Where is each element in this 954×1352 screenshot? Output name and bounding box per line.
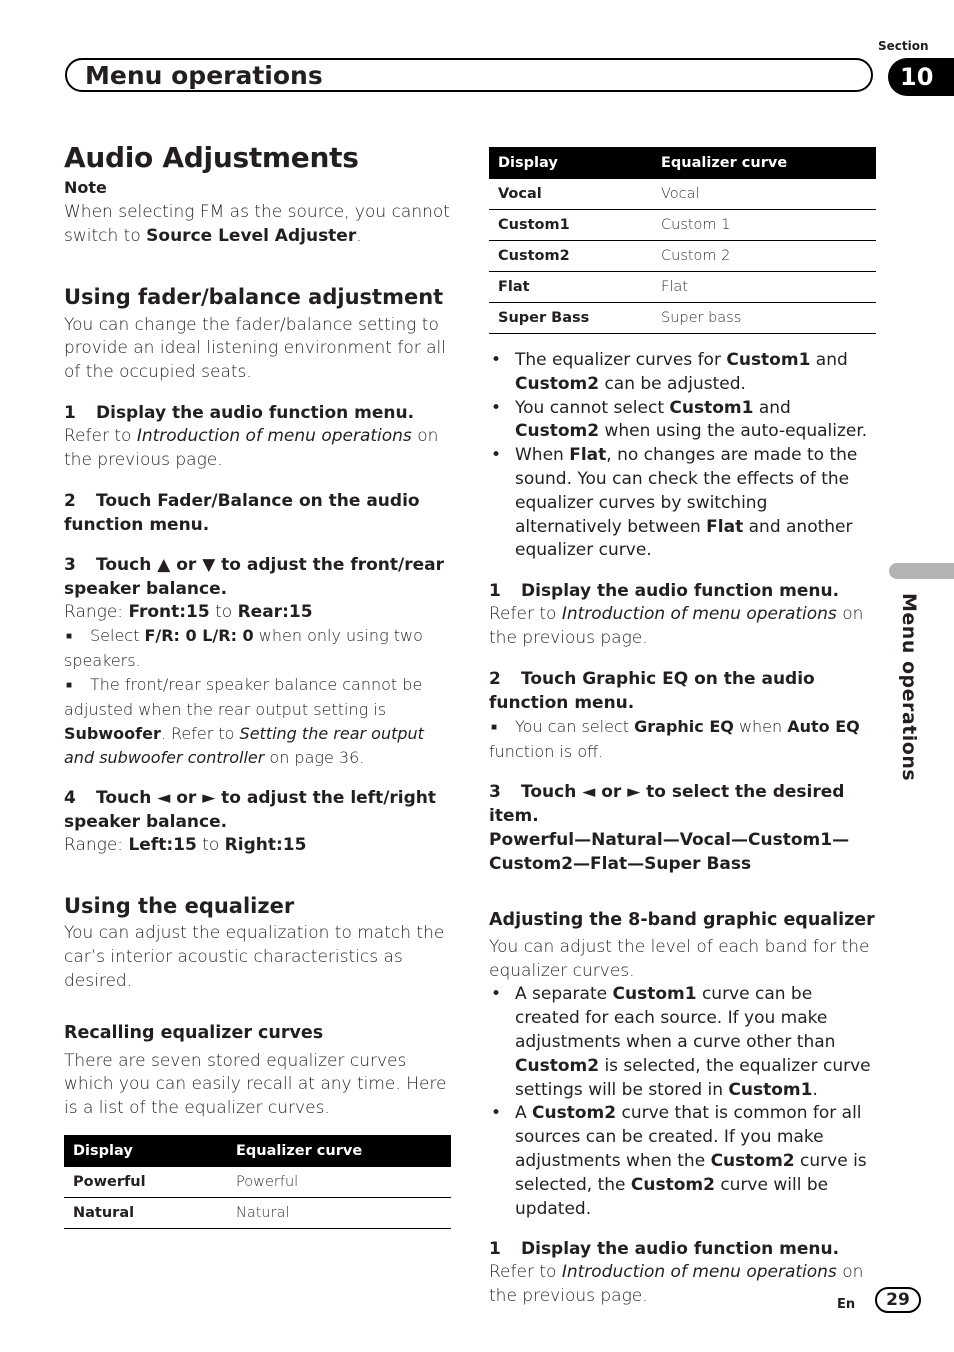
eq-step-2-note: ■ You can select Graphic EQ when Auto EQ function is off. <box>489 716 860 761</box>
table-row <box>64 1167 451 1198</box>
list-item: • The equalizer curves for Custom1 and Custom2 can be adjusted. <box>489 349 875 397</box>
table-row <box>489 179 876 210</box>
fader-step-1: 1 Display the audio function menu. <box>64 402 415 423</box>
eq-step-2: 2 Touch Graphic EQ on the audio function menu. <box>489 668 815 713</box>
section-label: Section <box>878 39 929 53</box>
table-cell-curve: Custom 1 <box>652 210 876 241</box>
recall-heading: Recalling equalizer curves <box>64 1022 324 1043</box>
page-heading: Audio Adjustments <box>64 141 359 174</box>
fader-range-1: Range: Front:15 to Rear:15 <box>64 601 313 622</box>
table-header-row <box>64 1135 451 1167</box>
table-cell-curve: Powerful <box>227 1167 451 1198</box>
list-item: • When Flat, no changes are made to the sound. You can check the effects of the equalizer curves by switching alternatively between Flat and another equalizer curve. <box>489 444 875 563</box>
table-row <box>489 241 876 272</box>
table-header-display: Display <box>64 1135 227 1167</box>
chapter-title-bar <box>65 58 873 92</box>
fader-bullet-1: ■ Select F/R: 0 L/R: 0 when only using two speakers. <box>64 626 423 671</box>
table-cell-display: Custom2 <box>489 241 652 272</box>
fader-step-4: 4 Touch ◄ or ► to adjust the left/right speaker balance. <box>64 788 437 833</box>
language-label: En <box>837 1297 856 1312</box>
note-text: When selecting FM as the source, you cannot switch to Source Level Adjuster. <box>64 202 450 246</box>
graphic-eq-heading: Adjusting the 8-band graphic equalizer <box>489 909 875 930</box>
table-cell-display: Natural <box>64 1197 227 1228</box>
table-cell-curve: Super bass <box>652 303 876 334</box>
note-label: Note <box>64 178 107 197</box>
table-cell-display: Flat <box>489 272 652 303</box>
table-header-curve: Equalizer curve <box>227 1135 451 1167</box>
fader-range-2: Range: Left:15 to Right:15 <box>64 835 307 856</box>
equalizer-intro: You can adjust the equalization to match the car’s interior acoustic characteristics as desired. <box>64 923 445 991</box>
table-cell-curve: Vocal <box>652 179 876 210</box>
fader-intro: You can change the fader/balance setting to provide an ideal listening environment for all of the occupied seats. <box>64 314 446 383</box>
side-tab-marker <box>889 563 954 579</box>
page-number: 29 <box>875 1287 921 1313</box>
square-bullet-icon: ■ <box>66 631 73 643</box>
fader-step-2: 2 Touch Fader/Balance on the audio function menu. <box>64 490 420 535</box>
table-row <box>489 272 876 303</box>
table-header-curve: Equalizer curve <box>652 147 876 179</box>
eq-step-1-ref: Refer to Introduction of menu operations on the previous page. <box>489 604 864 648</box>
table-cell-display: Powerful <box>64 1167 227 1198</box>
square-bullet-icon: ■ <box>491 721 498 733</box>
graphic-eq-notes <box>489 983 875 1221</box>
table-row <box>64 1197 451 1228</box>
eq-step-3-items: Powerful—Natural—Vocal—Custom1— Custom2—Flat—Super Bass <box>489 829 850 874</box>
graphic-eq-intro: You can adjust the level of each band for the equalizer curves. <box>489 936 870 981</box>
equalizer-heading: Using the equalizer <box>64 894 295 919</box>
table-row <box>489 210 876 241</box>
list-item: • A separate Custom1 curve can be created for each source. If you make adjustments when a curve other than Custom2 is selected, the equalizer curve settings will be stored in Custom1. <box>489 983 875 1102</box>
table-cell-curve: Natural <box>227 1197 451 1228</box>
table-cell-display: Super Bass <box>489 303 652 334</box>
equalizer-table-left <box>64 1135 451 1229</box>
table-header-row <box>489 147 876 179</box>
square-bullet-icon: ■ <box>66 680 73 692</box>
left-column <box>64 140 450 1229</box>
chapter-title: Menu operations <box>85 61 323 90</box>
graphic-eq-step-1-ref: Refer to Introduction of menu operations on the previous page. <box>489 1262 864 1307</box>
list-item: • You cannot select Custom1 and Custom2 when using the auto-equalizer. <box>489 397 875 445</box>
fader-bullet-2: ■ The front/rear speaker balance cannot be adjusted when the rear output setting is Subwoofer. Refer to Setting the rear output and subwoofer controller on page 36. <box>64 675 424 768</box>
list-item: • A Custom2 curve that is common for all sources can be created. If you make adjustments when the Custom2 curve is selected, the Custom2 curve will be updated. <box>489 1102 875 1221</box>
right-column <box>489 147 875 1309</box>
table-row <box>489 303 876 334</box>
table-header-display: Display <box>489 147 652 179</box>
eq-step-3: 3 Touch ◄ or ► to select the desired item. <box>489 781 845 826</box>
graphic-eq-step-1: 1 Display the audio function menu. <box>489 1239 840 1260</box>
custom-curve-notes <box>489 349 875 563</box>
section-number-badge: 10 <box>888 58 954 96</box>
eq-step-1: 1 Display the audio function menu. <box>489 581 840 602</box>
table-cell-curve: Flat <box>652 272 876 303</box>
fader-step-3: 3 Touch ▲ or ▼ to adjust the front/rear speaker balance. <box>64 554 444 599</box>
side-tab-label: Menu operations <box>898 593 920 782</box>
table-cell-display: Vocal <box>489 179 652 210</box>
equalizer-table-right <box>489 147 876 334</box>
recall-text: There are seven stored equalizer curves which you can easily recall at any time. Here is a list of the equalizer curves. <box>64 1050 447 1119</box>
fader-heading: Using fader/balance adjustment <box>64 284 444 309</box>
table-cell-display: Custom1 <box>489 210 652 241</box>
table-cell-curve: Custom 2 <box>652 241 876 272</box>
fader-step-1-ref: Refer to Introduction of menu operations on the previous page. <box>64 425 439 470</box>
